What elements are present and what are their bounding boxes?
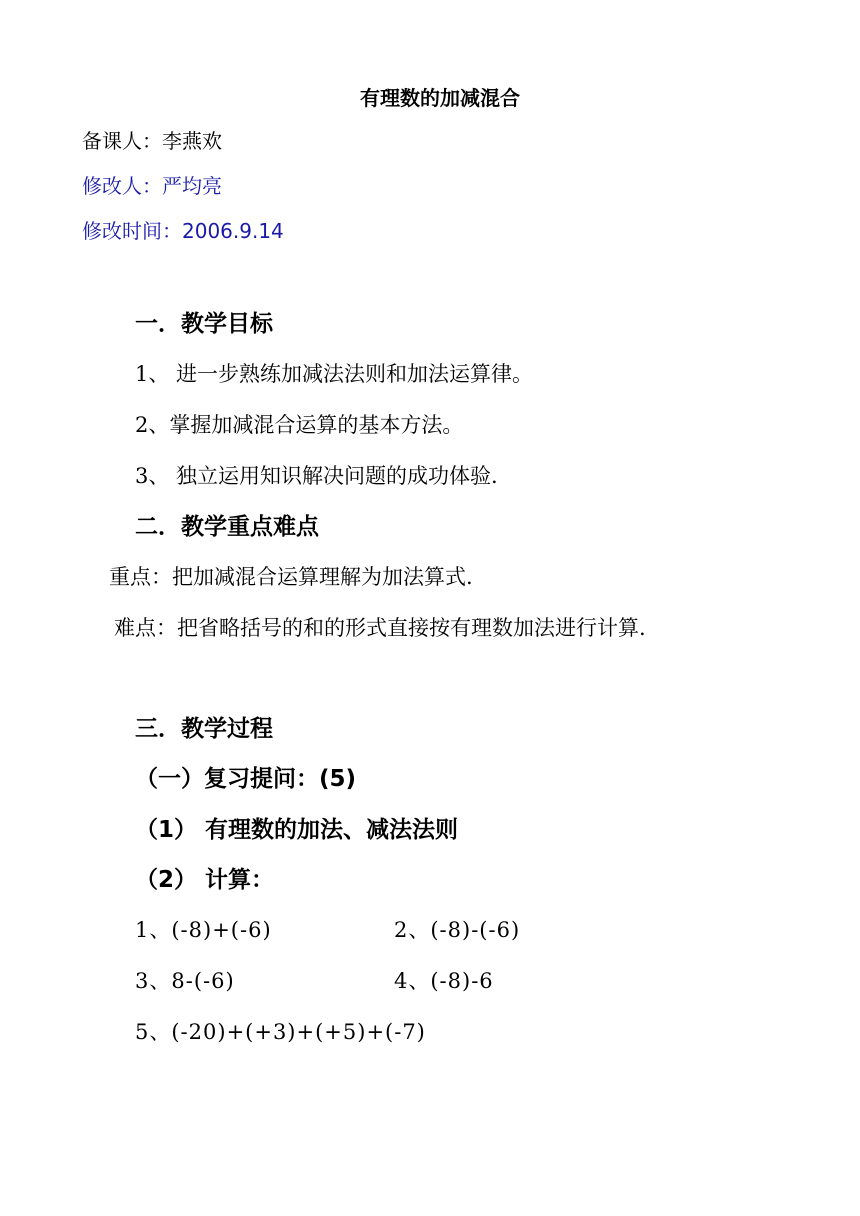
revise-time-line: 修改时间：2006.9.14 [82, 219, 284, 243]
reviser-line: 修改人：严均亮 [82, 174, 222, 198]
section-process-heading: 三．教学过程 [135, 716, 273, 742]
question-1-line: （1） 有理数的加法、减法法则 [135, 817, 459, 843]
objective-item-3: 3、 独立运用知识解决问题的成功体验. [135, 464, 498, 488]
calc-item-2: 2、(-8)-(-6) [394, 918, 521, 942]
objective-item-2: 2、掌握加减混合运算的基本方法。 [135, 413, 464, 437]
objective-item-1: 1、 进一步熟练加减法法则和加法运算律。 [135, 362, 534, 386]
calc-item-1: 1、(-8)+(-6) [135, 918, 272, 942]
review-question-heading: （一）复习提问：(5) [135, 766, 357, 792]
key-point-line: 重点：把加减混合运算理解为加法算式. [109, 565, 473, 589]
difficulty-line: 难点：把省略括号的和的形式直接按有理数加法进行计算. [114, 616, 646, 640]
question-2-line: （2） 计算： [135, 867, 275, 893]
calc-item-4: 4、(-8)-6 [394, 969, 494, 993]
calc-item-3: 3、8-(-6) [135, 969, 235, 993]
document-title: 有理数的加减混合 [360, 86, 520, 110]
section-keypoints-heading: 二．教学重点难点 [135, 514, 319, 540]
preparer-line: 备课人：李燕欢 [82, 129, 222, 153]
calc-item-5: 5、(-20)+(+3)+(+5)+(-7) [135, 1020, 426, 1044]
section-objectives-heading: 一．教学目标 [135, 311, 273, 337]
